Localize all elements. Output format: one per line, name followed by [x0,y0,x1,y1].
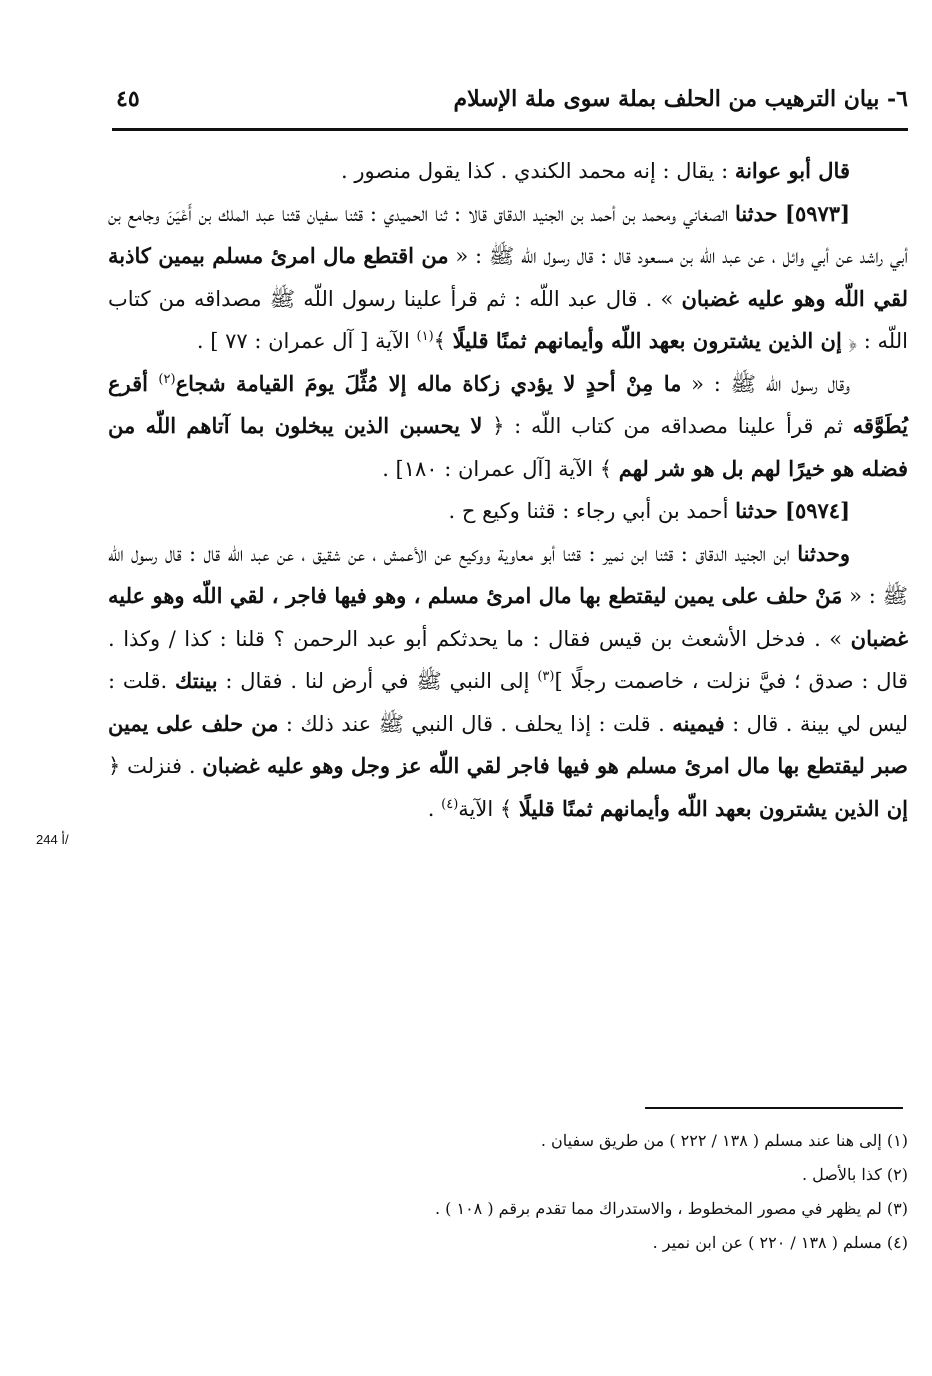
footnotes [108,1124,908,1260]
bold-text: أقرع يُطَوَّقه [108,370,908,438]
text-run: .قلت : ليس لي بينة . قال : [108,669,908,736]
text-run: ابن الجنيد الدقاق : قثنا ابن نمير : قثنا أبو معاوية ووكيع عن الأعمش ، عن شقيق ، عن عبد اللّه قال : قال رسول اللّه ﷺ : « [108,541,908,608]
footnote: (٣) لم يظهر في مصور المخطوط ، والاستدراك مما تقدم برقم ( ١٠٨ ) . [434,1199,908,1218]
footnote: (١) إلى هنا عند مسلم ( ١٣٨ / ٢٢٢ ) من طريق سفيان . [540,1131,908,1150]
header-divider [112,128,908,131]
footnote: (٤) مسلم ( ١٣٨ / ٢٢٠ ) عن ابن نمير . [652,1233,908,1252]
text-run: الآية [ آل عمران : ٧٧ ] . [196,329,417,353]
chapter-title: ٦- بيان الترهيب من الحلف بملة سوى ملة الإسلام [453,86,908,112]
paragraph [108,363,908,491]
footnote-marker: (٤) [441,796,459,812]
footnote-marker: (٣) [537,669,555,684]
text-run: » . قال عبد اللّه : ثم قرأ علينا رسول اللّه ﷺ مصداقه من كتاب اللّه : ﴿ [108,286,908,353]
text-run: . [427,796,442,821]
text-run: أحمد بن أبي رجاء : قثنا وكيع ح . [448,499,736,523]
footnote-divider [645,1107,903,1109]
text-run: » . فدخل الأشعث بن قيس فقال : ما يحدثكم أبو عبد الرحمن ؟ قلنا : كذا / وكذا . قال : صدق ؛ فيَّ نزلت ، خاصمت رجلًا ] [108,626,908,693]
bold-text: [٥٩٧٣] حدثنا [735,200,850,226]
footnote: (٢) كذا بالأصل . [801,1165,908,1184]
page-number: ٤٥ [116,86,140,112]
bold-text: إن الذين يشترون بعهد اللّه وأيمانهم ثمنًا قليلًا [452,328,842,353]
text-run: وقال رسول اللّه ﷺ : « [681,371,851,396]
manuscript-folio-note: 244 أ/ [36,832,69,847]
text-run: . فنزلت ﴿ [108,754,203,778]
main-text [108,150,908,830]
page-header [112,82,908,122]
text-run: : يقال : إنه محمد الكندي . كذا يقول منصور . [341,159,735,183]
bold-text: من اقتطع مال امرئ مسلم بيمين كاذبة لقي اللّه وهو عليه غضبان [108,243,908,311]
text-run: إلى النبي ﷺ في أرض لنا . فقال : [217,669,538,693]
bold-text: [٥٩٧٤] حدثنا [735,498,850,523]
footnote-marker: (١) [416,329,434,344]
paragraph [108,533,908,831]
paragraph [108,490,908,533]
bold-text: من حلف على يمين صبر ليقتطع بها مال امرئ مسلم هو فيها فاجر لقي اللّه عز وجل وهو عليه غضبان [108,710,908,778]
bold-text: وحدثنا [797,540,850,566]
text-run: ثم قرأ علينا مصداقه من كتاب اللّه : ﴿ [482,414,853,438]
paragraph [108,150,908,193]
text-run: الصغاني ومحمد بن أحمد بن الجنيد الدقاق قالا : ثنا الحميدي : قثنا سفيان قثنا عبد الملك بن أَعْيَنَ وجامع بن أبي راشد عن أبي وائل ، عن عبد اللّه بن مسعود قال : قال رسول اللّه ﷺ : « [108,201,908,268]
paragraph [108,193,908,363]
text-run: ﴾ [433,329,453,353]
bold-text: بينتك [175,668,218,693]
footnote-marker: (٢) [158,371,176,387]
bold-text: ما مِنْ أحدٍ لا يؤدي زكاة ماله إلا مُثِّلَ يومَ القيامة شجاع [175,370,682,396]
bold-text: إن الذين يشترون بعهد اللّه وأيمانهم ثمنًا قليلًا [518,795,908,821]
bold-text: قال أبو عوانة [734,158,850,183]
text-run: ﴾ الآية [آل عمران : ١٨٠] . [382,456,619,481]
bold-text: لا يحسبن الذين يبخلون بما آتاهم اللّه من فضله هو خيرًا لهم بل هو شر لهم [108,413,908,481]
text-run: ﴾ الآية [458,796,519,821]
text-run: . قلت : إذا يحلف . قال النبي ﷺ عند ذلك : [278,711,673,736]
bold-text: مَنْ حلف على يمين ليقتطع بها مال امرئ مسلم ، وهو فيها فاجر ، لقي اللّه وهو عليه غضبان [108,583,908,651]
bold-text: فيمينه [672,710,725,736]
